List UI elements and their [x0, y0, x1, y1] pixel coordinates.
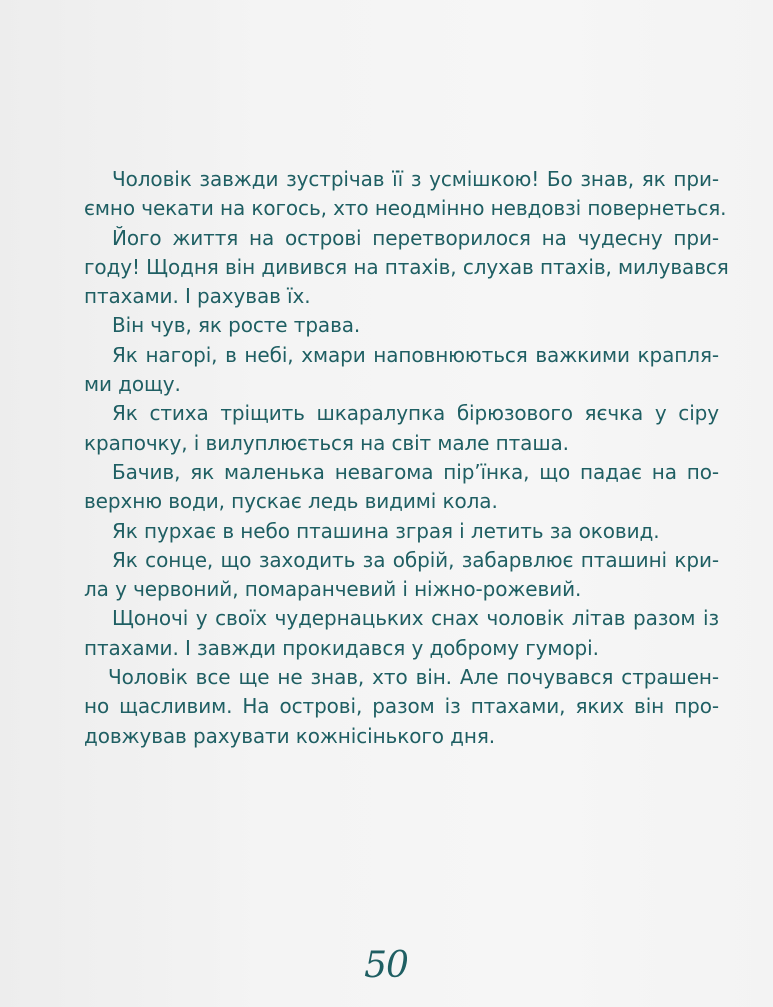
- paragraph-line: Як сонце, що заходить за обрій, забарвлює пташині кри-: [112, 547, 719, 572]
- paragraph-line: ми дощу.: [84, 372, 181, 397]
- paragraph-line: Як пурхає в небо пташина зграя і летить за оковид.: [112, 518, 660, 543]
- page-number: 50: [364, 945, 408, 986]
- paragraph-line: Бачив, як маленька невагома пір’їнка, що падає на по-: [112, 459, 719, 484]
- story-text: [84, 165, 729, 751]
- paragraph-line: Чоловік завжди зустрічав її з усмішкою! Бо знав, як при-: [112, 167, 719, 191]
- paragraph-line: ємно чекати на когось, хто неодмінно невдовзі повернеться.: [84, 196, 727, 221]
- paragraph-line: Чоловік все ще не знав, хто він. Але почувався страшен-: [108, 665, 719, 690]
- paragraph-line: Щоночі у своїх чудернацьких снах чоловік літав разом із: [112, 606, 719, 631]
- paragraph-line: но щасливим. На острові, разом із птахами, яких він про-: [84, 694, 719, 719]
- paragraph-line: Він чув, як росте трава.: [112, 313, 361, 338]
- paragraph-line: ла у червоний, помаранчевий і ніжно-рожевий.: [84, 577, 582, 602]
- paragraph-line: довжував рахувати кожнісінького дня.: [84, 723, 496, 748]
- paragraph-line: Його життя на острові перетворилося на чудесну при-: [112, 225, 719, 250]
- paragraph-line: птахами. І завжди прокидався у доброму гуморі.: [84, 635, 599, 660]
- paragraph-line: крапочку, і вилуплюється на світ мале пташа.: [84, 430, 569, 455]
- paragraph-line: Як стиха тріщить шкаралупка бірюзового яєчка у сіру: [112, 401, 719, 426]
- paragraph-line: верхню води, пускає ледь видимі кола.: [84, 489, 498, 514]
- paragraph-line: птахами. І рахував їх.: [84, 284, 311, 309]
- paragraph-line: году! Щодня він дивився на птахів, слухав птахів, милувався: [84, 254, 729, 279]
- paragraph-line: Як нагорі, в небі, хмари наповнюються важкими крапля-: [112, 342, 719, 367]
